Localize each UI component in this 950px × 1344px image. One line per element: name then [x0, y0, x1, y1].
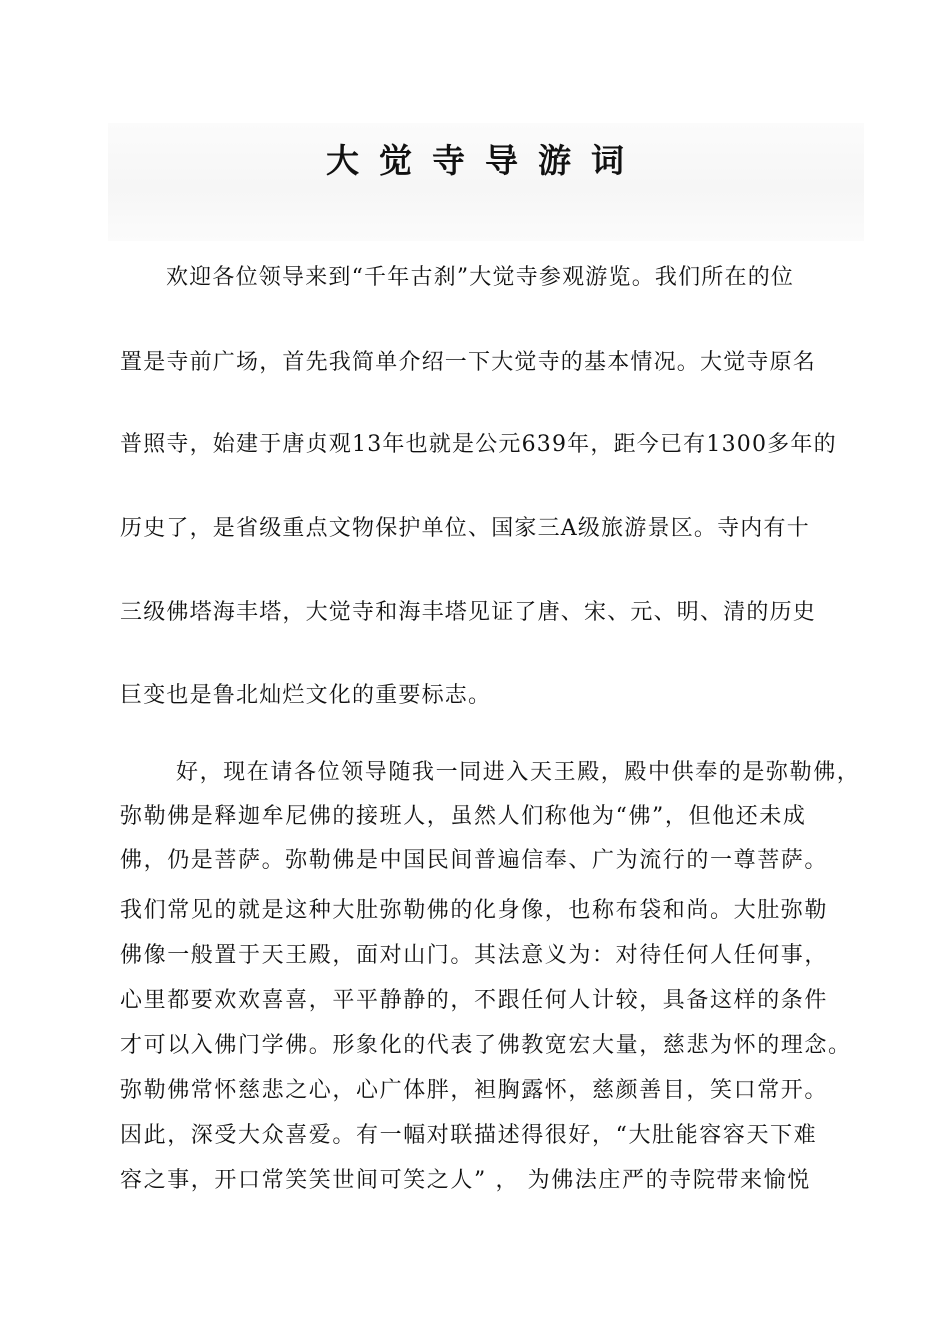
page-title: 大觉寺导游词 [326, 141, 644, 180]
paragraph-2-line: 佛，仍是菩萨。弥勒佛是中国民间普遍信奉、广为流行的一尊菩萨。 [120, 848, 829, 873]
paragraph-2-line: 因此，深受大众喜爱。有一幅对联描述得很好，“大肚能容容天下难 [120, 1123, 818, 1148]
paragraph-2-line: 才可以入佛门学佛。形象化的代表了佛教宽宏大量，慈悲为怀的理念。 [120, 1033, 852, 1058]
paragraph-2-line: 心里都要欢欢喜喜，平平静静的，不跟任何人计较，具备这样的条件 [120, 988, 829, 1013]
paragraph-2-line: 弥勒佛常怀慈悲之心，心广体胖，袒胸露怀，慈颜善目，笑口常开。 [120, 1078, 829, 1103]
paragraph-2-line: 好，现在请各位领导随我一同进入天王殿，殿中供奉的是弥勒佛， [176, 760, 861, 785]
paragraph-2-line: 弥勒佛是释迦牟尼佛的接班人，虽然人们称他为“佛”，但他还未成 [120, 804, 807, 829]
paragraph-1-line: 历史了，是省级重点文物保护单位、国家三A级旅游景区。寺内有十 [120, 516, 810, 541]
paragraph-1-line: 普照寺，始建于唐贞观13年也就是公元639年，距今已有1300多年的 [120, 432, 837, 457]
paragraph-1-line: 三级佛塔海丰塔，大觉寺和海丰塔见证了唐、宋、元、明、清的历史 [120, 600, 817, 625]
paragraph-2-line: 佛像一般置于天王殿，面对山门。其法意义为：对待任何人任何事， [120, 943, 829, 968]
paragraph-1-line: 欢迎各位领导来到“千年古刹”大觉寺参观游览。我们所在的位 [166, 265, 795, 290]
paragraph-1-line: 置是寺前广场，首先我简单介绍一下大觉寺的基本情况。大觉寺原名 [120, 350, 817, 375]
paragraph-1-line: 巨变也是鲁北灿烂文化的重要标志。 [120, 683, 492, 708]
paragraph-2-line: 容之事，开口常笑笑世间可笑之人” ， 为佛法庄严的寺院带来愉悦 [120, 1168, 811, 1193]
paragraph-2-line: 我们常见的就是这种大肚弥勒佛的化身像，也称布袋和尚。大肚弥勒 [120, 898, 829, 923]
